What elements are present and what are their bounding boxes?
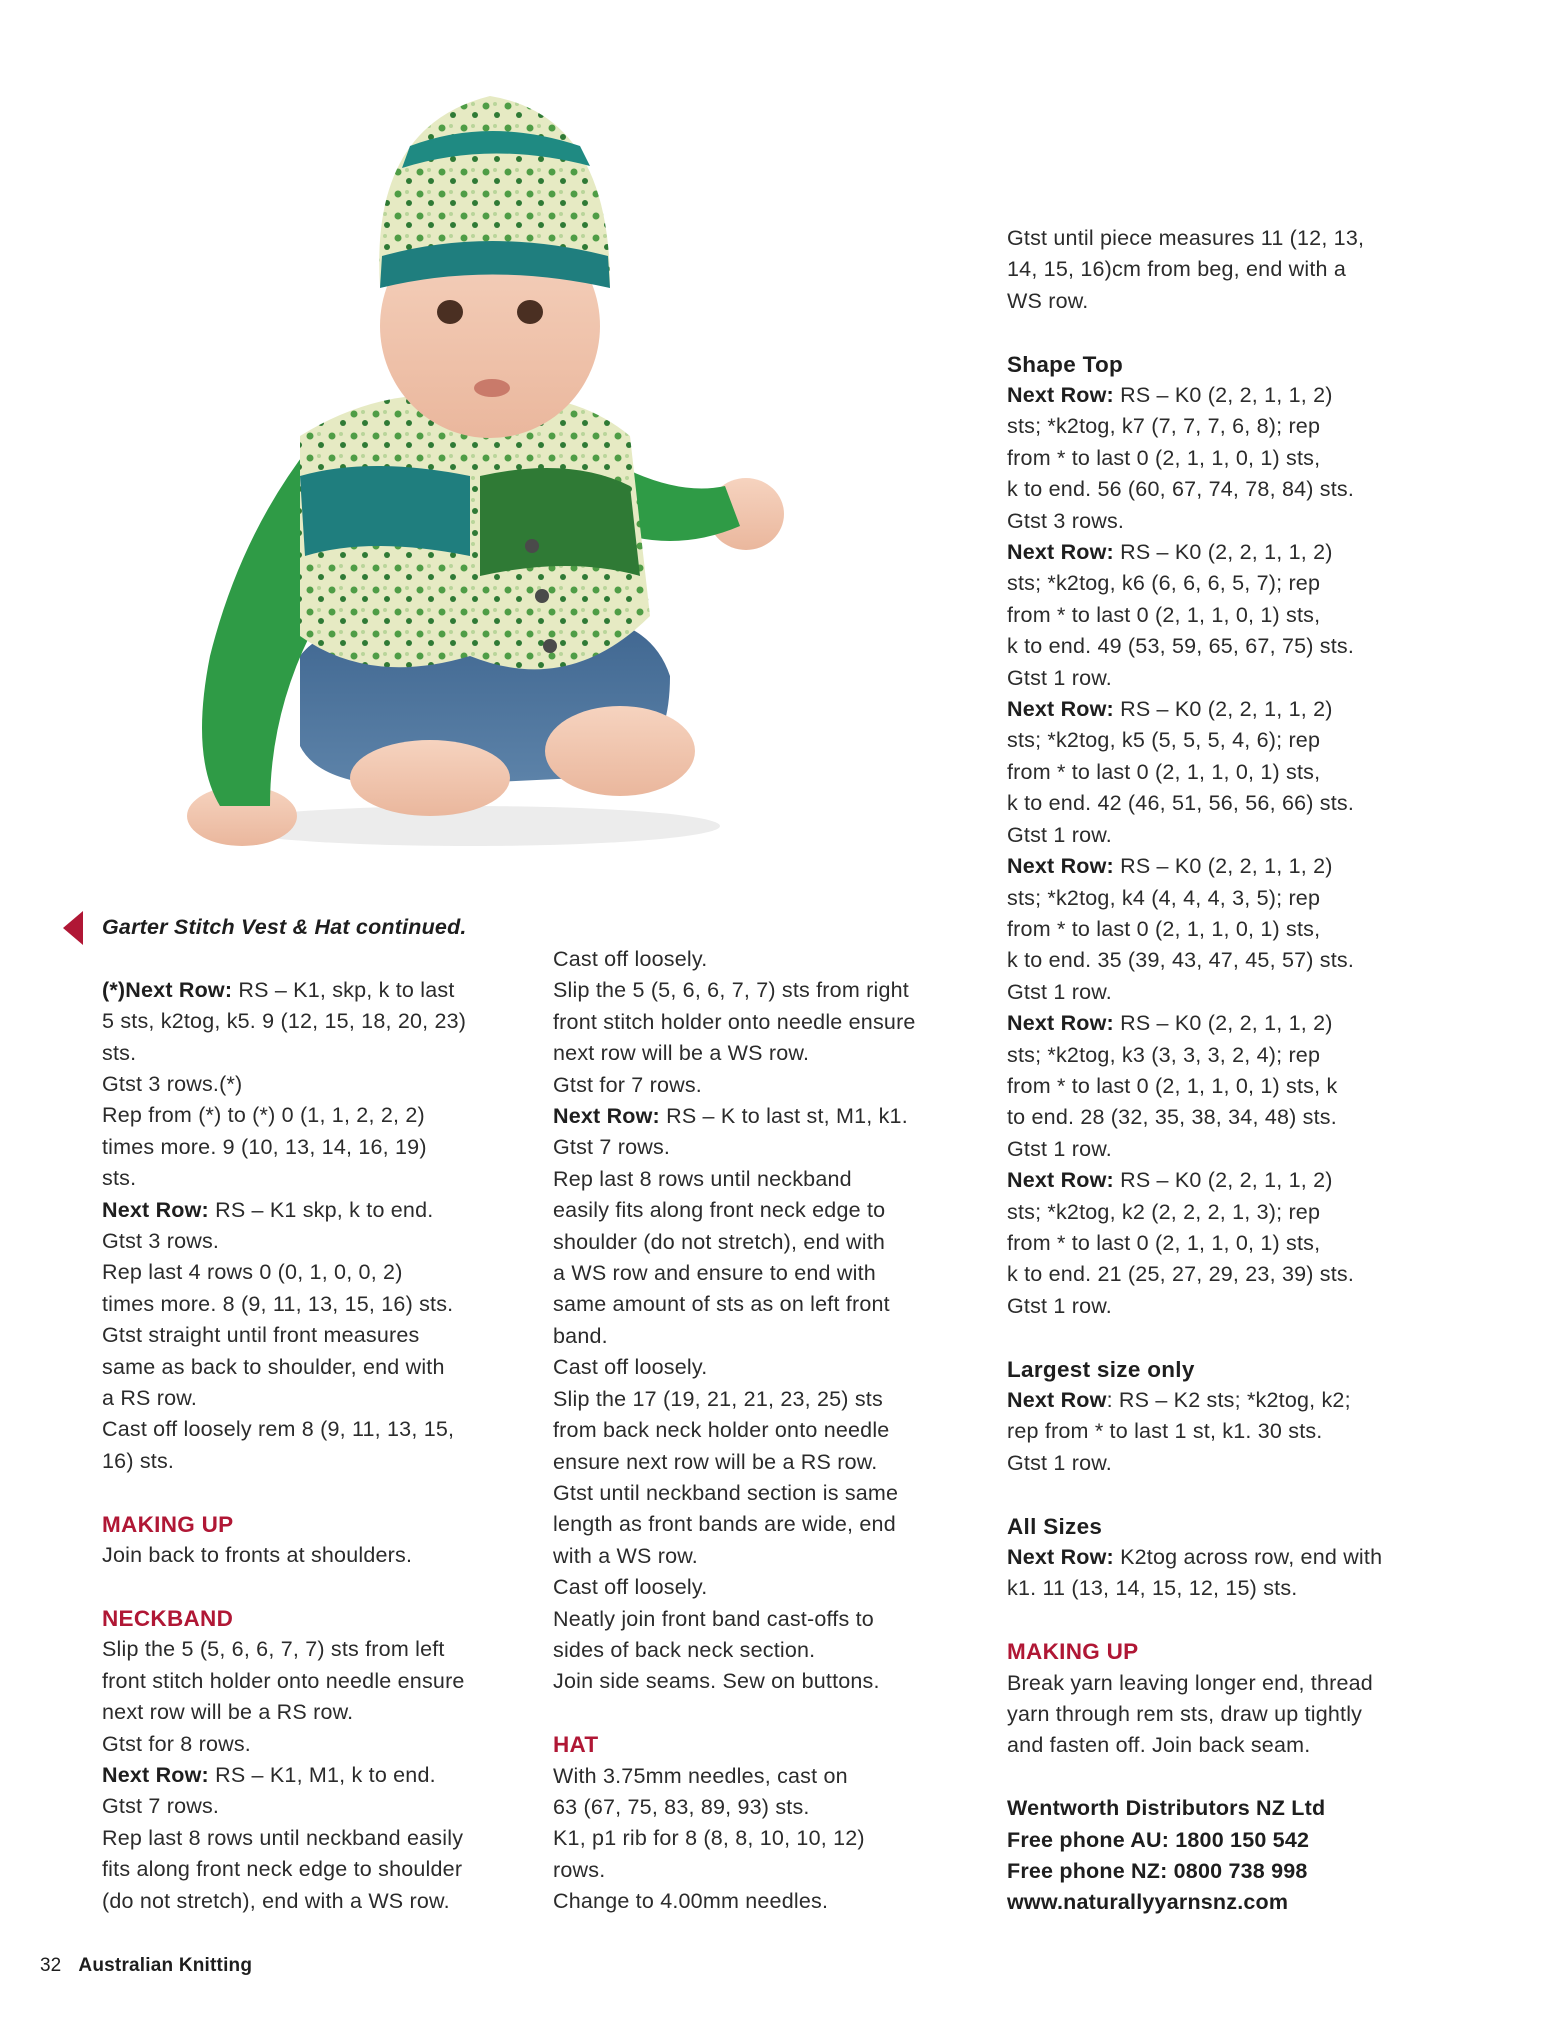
section-heading: NECKBAND (102, 1605, 234, 1631)
instruction-text: Gtst straight until front measures (102, 1323, 420, 1348)
instruction-line (1007, 600, 1447, 631)
continued-title: Garter Stitch Vest & Hat continued. (102, 915, 467, 939)
row-label: Next Row (1007, 1388, 1107, 1412)
section-heading: MAKING UP (1007, 1639, 1139, 1665)
instruction-line (1007, 1291, 1447, 1322)
row-label: Next Row: (1007, 854, 1114, 879)
spacer (1007, 1762, 1447, 1793)
spacer (102, 1477, 532, 1508)
instruction-line (1007, 757, 1447, 788)
instruction-text: Slip the 17 (19, 21, 21, 23, 25) sts (553, 1386, 883, 1411)
instruction-text: Gtst 3 rows.(*) (102, 1072, 243, 1097)
instruction-text: Gtst 1 row. (1007, 979, 1112, 1004)
instruction-text: a WS row and ensure to end with (553, 1261, 876, 1286)
instruction-line (1007, 1259, 1447, 1290)
instruction-line (1007, 883, 1447, 914)
instruction-line (102, 1823, 532, 1854)
instruction-line (553, 1447, 993, 1478)
instruction-line (1007, 1668, 1447, 1699)
spacer (1007, 1322, 1447, 1353)
instruction-line (1007, 411, 1447, 442)
instruction-text: Cast off loosely. (553, 1355, 708, 1380)
instruction-text: ensure next row will be a RS row. (553, 1449, 878, 1474)
instruction-line (553, 1886, 993, 1917)
instruction-text: sts; *k2tog, k2 (2, 2, 2, 1, 3); rep (1007, 1199, 1321, 1224)
instruction-line (553, 1384, 993, 1415)
instruction-line (102, 1163, 532, 1194)
instruction-line (1007, 1699, 1447, 1730)
instruction-text: Join back to fronts at shoulders. (102, 1543, 413, 1568)
instruction-text: k to end. 21 (25, 27, 29, 23, 39) sts. (1007, 1262, 1355, 1287)
instruction-text: Break yarn leaving longer end, thread (1007, 1670, 1373, 1695)
instruction-line (102, 1446, 532, 1477)
instruction-text: next row will be a WS row. (553, 1041, 810, 1066)
instruction-line (1007, 443, 1447, 474)
instruction-text: Gtst 1 row. (1007, 665, 1112, 690)
instruction-line (553, 1761, 993, 1792)
instruction-line (553, 1164, 993, 1195)
instruction-line (102, 1257, 532, 1288)
instruction-line (102, 1791, 532, 1822)
instruction-line (1007, 1134, 1447, 1165)
instruction-line (1007, 694, 1447, 725)
instruction-line (553, 1572, 993, 1603)
instruction-text: WS row. (1007, 288, 1089, 313)
row-label: Next Row: (102, 1197, 209, 1222)
section-heading: HAT (553, 1732, 599, 1758)
instruction-text: Gtst for 7 rows. (553, 1072, 702, 1097)
instruction-text: sts; *k2tog, k3 (3, 3, 3, 2, 4); rep (1007, 1042, 1321, 1067)
instruction-line (1007, 631, 1447, 662)
instruction-line (1007, 1730, 1447, 1761)
instruction-line (102, 1666, 532, 1697)
spacer (1007, 317, 1447, 348)
instruction-text: same amount of sts as on left front (553, 1292, 890, 1317)
instruction-text: Join side seams. Sew on buttons. (553, 1669, 880, 1694)
instruction-line (1007, 977, 1447, 1008)
instruction-line (553, 1132, 993, 1163)
instruction-text: : RS – K2 sts; *k2tog, k2; (1106, 1388, 1351, 1412)
instruction-line (102, 1383, 532, 1414)
instruction-line (553, 1604, 993, 1635)
instruction-text: 14, 15, 16)cm from beg, end with a (1007, 257, 1347, 282)
instruction-line (102, 1854, 532, 1885)
instruction-line (1007, 663, 1447, 694)
instruction-text: from * to last 0 (2, 1, 1, 0, 1) sts, (1007, 445, 1321, 470)
instruction-text: RS – K1 skp, k to end. (208, 1197, 434, 1222)
spacer (1007, 1605, 1447, 1636)
instruction-text: Cast off loosely rem 8 (9, 11, 13, 15, (102, 1417, 455, 1442)
instruction-text: a RS row. (102, 1386, 198, 1411)
instruction-line (1007, 914, 1447, 945)
instruction-text: Cast off loosely. (553, 947, 708, 971)
instruction-text: Gtst 7 rows. (102, 1794, 220, 1819)
instruction-text: times more. 9 (10, 13, 14, 16, 19) (102, 1134, 427, 1159)
instruction-line (1007, 506, 1447, 537)
row-label: Next Row: (102, 1762, 209, 1787)
instruction-text: With 3.75mm needles, cast on (553, 1763, 848, 1788)
instruction-text: front stitch holder onto needle ensure (102, 1668, 465, 1693)
instruction-text: Gtst until piece measures 11 (12, 13, (1007, 226, 1365, 250)
sub-heading: Largest size only (1007, 1356, 1195, 1382)
instruction-line (1007, 1102, 1447, 1133)
instruction-line (1007, 1228, 1447, 1259)
page-footer (40, 1955, 252, 1977)
instruction-line (1007, 1165, 1447, 1196)
instruction-line (1007, 1385, 1447, 1416)
instruction-text: from * to last 0 (2, 1, 1, 0, 1) sts, (1007, 602, 1321, 627)
instruction-text: RS – K0 (2, 2, 1, 1, 2) (1113, 1011, 1333, 1036)
instruction-text: and fasten off. Join back seam. (1007, 1733, 1311, 1758)
instruction-text: 63 (67, 75, 83, 89, 93) sts. (553, 1794, 810, 1819)
instruction-text: k to end. 35 (39, 43, 47, 45, 57) sts. (1007, 948, 1355, 973)
instruction-text: Gtst 3 rows. (102, 1229, 220, 1254)
row-label: Next Row: (1007, 697, 1114, 722)
instruction-text: sts. (102, 1040, 137, 1065)
instruction-line (1007, 1448, 1447, 1479)
instruction-line (1007, 1573, 1447, 1604)
instruction-line (553, 1321, 993, 1352)
instruction-text: length as front bands are wide, end (553, 1512, 896, 1537)
row-label: Next Row: (1007, 540, 1114, 565)
instruction-text: RS – K to last st, M1, k1. (659, 1104, 908, 1129)
instruction-text: RS – K0 (2, 2, 1, 1, 2) (1113, 1168, 1333, 1193)
instruction-line (102, 1100, 532, 1131)
instruction-text: from * to last 0 (2, 1, 1, 0, 1) sts, (1007, 1230, 1321, 1255)
instruction-line (553, 1289, 993, 1320)
instruction-text: Rep last 4 rows 0 (0, 1, 0, 0, 2) (102, 1260, 403, 1285)
instruction-line (1007, 474, 1447, 505)
instruction-line (1007, 1040, 1447, 1071)
instruction-line (1007, 537, 1447, 568)
instruction-text: RS – K0 (2, 2, 1, 1, 2) (1113, 854, 1333, 879)
instruction-text: RS – K1, M1, k to end. (208, 1762, 436, 1787)
row-label: Next Row: (1007, 1168, 1114, 1193)
instruction-text: Gtst for 8 rows. (102, 1731, 251, 1756)
instruction-text: RS – K0 (2, 2, 1, 1, 2) (1113, 697, 1333, 722)
instruction-line (553, 1635, 993, 1666)
instruction-line (1007, 1008, 1447, 1039)
instruction-line (553, 1478, 993, 1509)
instruction-line (102, 1729, 532, 1760)
instruction-line (553, 944, 993, 975)
instruction-line (553, 1101, 993, 1132)
column-middle (553, 944, 993, 1918)
instruction-line (553, 1415, 993, 1446)
instruction-line (1007, 820, 1447, 851)
instruction-line (1007, 380, 1447, 411)
instruction-text: Rep from (*) to (*) 0 (1, 1, 2, 2, 2) (102, 1103, 425, 1128)
instruction-text: shoulder (do not stretch), end with (553, 1229, 886, 1254)
instruction-text: next row will be a RS row. (102, 1700, 354, 1725)
instruction-text: RS – K0 (2, 2, 1, 1, 2) (1113, 383, 1333, 408)
column-left (102, 912, 532, 1917)
instruction-line (553, 1227, 993, 1258)
instruction-text: Rep last 8 rows until neckband (553, 1166, 852, 1191)
instruction-text: same as back to shoulder, end with (102, 1354, 445, 1379)
instruction-line (1007, 568, 1447, 599)
instruction-text: RS – K1, skp, k to last (232, 977, 455, 1002)
instruction-text: sts; *k2tog, k6 (6, 6, 6, 5, 7); rep (1007, 571, 1321, 596)
instruction-text: Rep last 8 rows until neckband easily (102, 1825, 464, 1850)
sub-heading: All Sizes (1007, 1513, 1103, 1539)
instruction-line (1007, 1416, 1447, 1447)
contact-line: Free phone NZ: 0800 738 998 (1007, 1859, 1308, 1884)
contact-line: Free phone AU: 1800 150 542 (1007, 1827, 1310, 1852)
instruction-line (102, 975, 532, 1006)
instruction-text: k1. 11 (13, 14, 15, 12, 15) sts. (1007, 1576, 1298, 1601)
instruction-line (553, 1258, 993, 1289)
instruction-text: Slip the 5 (5, 6, 6, 7, 7) sts from right (553, 978, 909, 1003)
instruction-text: from * to last 0 (2, 1, 1, 0, 1) sts, (1007, 916, 1321, 941)
instruction-text: Gtst 7 rows. (553, 1135, 671, 1160)
instruction-text: from * to last 0 (2, 1, 1, 0, 1) sts, (1007, 759, 1321, 784)
instruction-line (553, 1352, 993, 1383)
instruction-line (102, 1760, 532, 1791)
column-right (1007, 223, 1447, 1919)
row-label: Next Row: (1007, 383, 1114, 408)
instruction-text: rep from * to last 1 st, k1. 30 sts. (1007, 1419, 1323, 1444)
instruction-line (1007, 1071, 1447, 1102)
contact-line: Wentworth Distributors NZ Ltd (1007, 1796, 1326, 1821)
instruction-text: with a WS row. (553, 1543, 698, 1568)
instruction-text: 5 sts, k2tog, k5. 9 (12, 15, 18, 20, 23) (102, 1009, 467, 1034)
instruction-text: k to end. 42 (46, 51, 56, 56, 66) sts. (1007, 791, 1355, 816)
instruction-line (102, 1038, 532, 1069)
instruction-text: Gtst 1 row. (1007, 822, 1112, 847)
instruction-line (553, 1792, 993, 1823)
instruction-line (1007, 1542, 1447, 1573)
instruction-text: to end. 28 (32, 35, 38, 34, 48) sts. (1007, 1105, 1337, 1130)
row-label: Next Row: (1007, 1545, 1114, 1570)
continued-arrow-icon (63, 911, 83, 945)
instruction-line (102, 1352, 532, 1383)
instruction-line (1007, 254, 1447, 285)
instruction-line (553, 1070, 993, 1101)
instruction-line (102, 1195, 532, 1226)
instruction-text: sts. (102, 1166, 137, 1191)
instruction-text: Gtst until neckband section is same (553, 1480, 899, 1505)
instruction-line (1007, 223, 1447, 254)
instruction-text: times more. 8 (9, 11, 13, 15, 16) sts. (102, 1291, 454, 1316)
instruction-line (553, 1666, 993, 1697)
instruction-line (102, 1414, 532, 1445)
instruction-line (102, 1540, 532, 1571)
instruction-line (1007, 851, 1447, 882)
instruction-text: fits along front neck edge to shoulder (102, 1857, 463, 1882)
instruction-line (1007, 725, 1447, 756)
instruction-line (102, 1226, 532, 1257)
contact-line: www.naturallyyarnsnz.com (1007, 1890, 1289, 1915)
instruction-text: 16) sts. (102, 1448, 175, 1473)
instruction-line (102, 1132, 532, 1163)
instruction-text: K2tog across row, end with (1113, 1545, 1383, 1570)
spacer (1007, 1479, 1447, 1510)
instruction-line (102, 1697, 532, 1728)
instruction-text: k to end. 49 (53, 59, 65, 67, 75) sts. (1007, 634, 1355, 659)
instruction-line (102, 1289, 532, 1320)
instruction-line (1007, 1197, 1447, 1228)
section-heading: MAKING UP (102, 1511, 234, 1537)
instruction-text: K1, p1 rib for 8 (8, 8, 10, 10, 12) (553, 1826, 865, 1851)
page-number: 32 (40, 1955, 62, 1976)
instruction-text: k to end. 56 (60, 67, 74, 78, 84) sts. (1007, 477, 1355, 502)
baby-photo (150, 56, 810, 856)
instruction-text: yarn through rem sts, draw up tightly (1007, 1702, 1363, 1727)
row-label: Next Row: (553, 1104, 660, 1129)
instruction-text: sts; *k2tog, k7 (7, 7, 7, 6, 8); rep (1007, 414, 1321, 439)
instruction-line (102, 1886, 532, 1917)
instruction-line (1007, 945, 1447, 976)
instruction-text: Gtst 1 row. (1007, 1136, 1112, 1161)
instruction-line (553, 1038, 993, 1069)
row-label: (*)Next Row: (102, 977, 233, 1002)
instruction-line (102, 1320, 532, 1351)
instruction-line (1007, 286, 1447, 317)
instruction-text: Slip the 5 (5, 6, 6, 7, 7) sts from left (102, 1637, 445, 1662)
instruction-text: from back neck holder onto needle (553, 1418, 890, 1443)
instruction-line (553, 1195, 993, 1226)
instruction-text: rows. (553, 1857, 606, 1882)
instruction-text: from * to last 0 (2, 1, 1, 0, 1) sts, k (1007, 1073, 1338, 1098)
instruction-text: sts; *k2tog, k5 (5, 5, 5, 4, 6); rep (1007, 728, 1321, 753)
instruction-text: (do not stretch), end with a WS row. (102, 1888, 450, 1913)
instruction-text: RS – K0 (2, 2, 1, 1, 2) (1113, 540, 1333, 565)
instruction-text: Cast off loosely. (553, 1575, 708, 1600)
magazine-name: Australian Knitting (78, 1955, 253, 1976)
instruction-text: Change to 4.00mm needles. (553, 1889, 829, 1914)
row-label: Next Row: (1007, 1011, 1114, 1036)
instruction-text: Neatly join front band cast-offs to (553, 1606, 874, 1631)
instruction-text: sides of back neck section. (553, 1637, 816, 1662)
instruction-line (553, 1509, 993, 1540)
instruction-line (1007, 788, 1447, 819)
instruction-line (102, 1069, 532, 1100)
instruction-text: Gtst 1 row. (1007, 1450, 1112, 1475)
instruction-line (553, 1541, 993, 1572)
spacer (553, 1698, 993, 1729)
instruction-line (553, 1007, 993, 1038)
instruction-text: sts; *k2tog, k4 (4, 4, 4, 3, 5); rep (1007, 885, 1321, 910)
spacer (102, 1572, 532, 1603)
instruction-text: Gtst 3 rows. (1007, 508, 1125, 533)
instruction-line (553, 975, 993, 1006)
instruction-line (553, 1855, 993, 1886)
instruction-line (102, 1634, 532, 1665)
sub-heading: Shape Top (1007, 351, 1124, 377)
instruction-text: band. (553, 1323, 608, 1348)
instruction-text: Gtst 1 row. (1007, 1293, 1112, 1318)
instruction-text: easily fits along front neck edge to (553, 1198, 886, 1223)
instruction-line (553, 1823, 993, 1854)
instruction-line (102, 1006, 532, 1037)
instruction-text: front stitch holder onto needle ensure (553, 1009, 916, 1034)
